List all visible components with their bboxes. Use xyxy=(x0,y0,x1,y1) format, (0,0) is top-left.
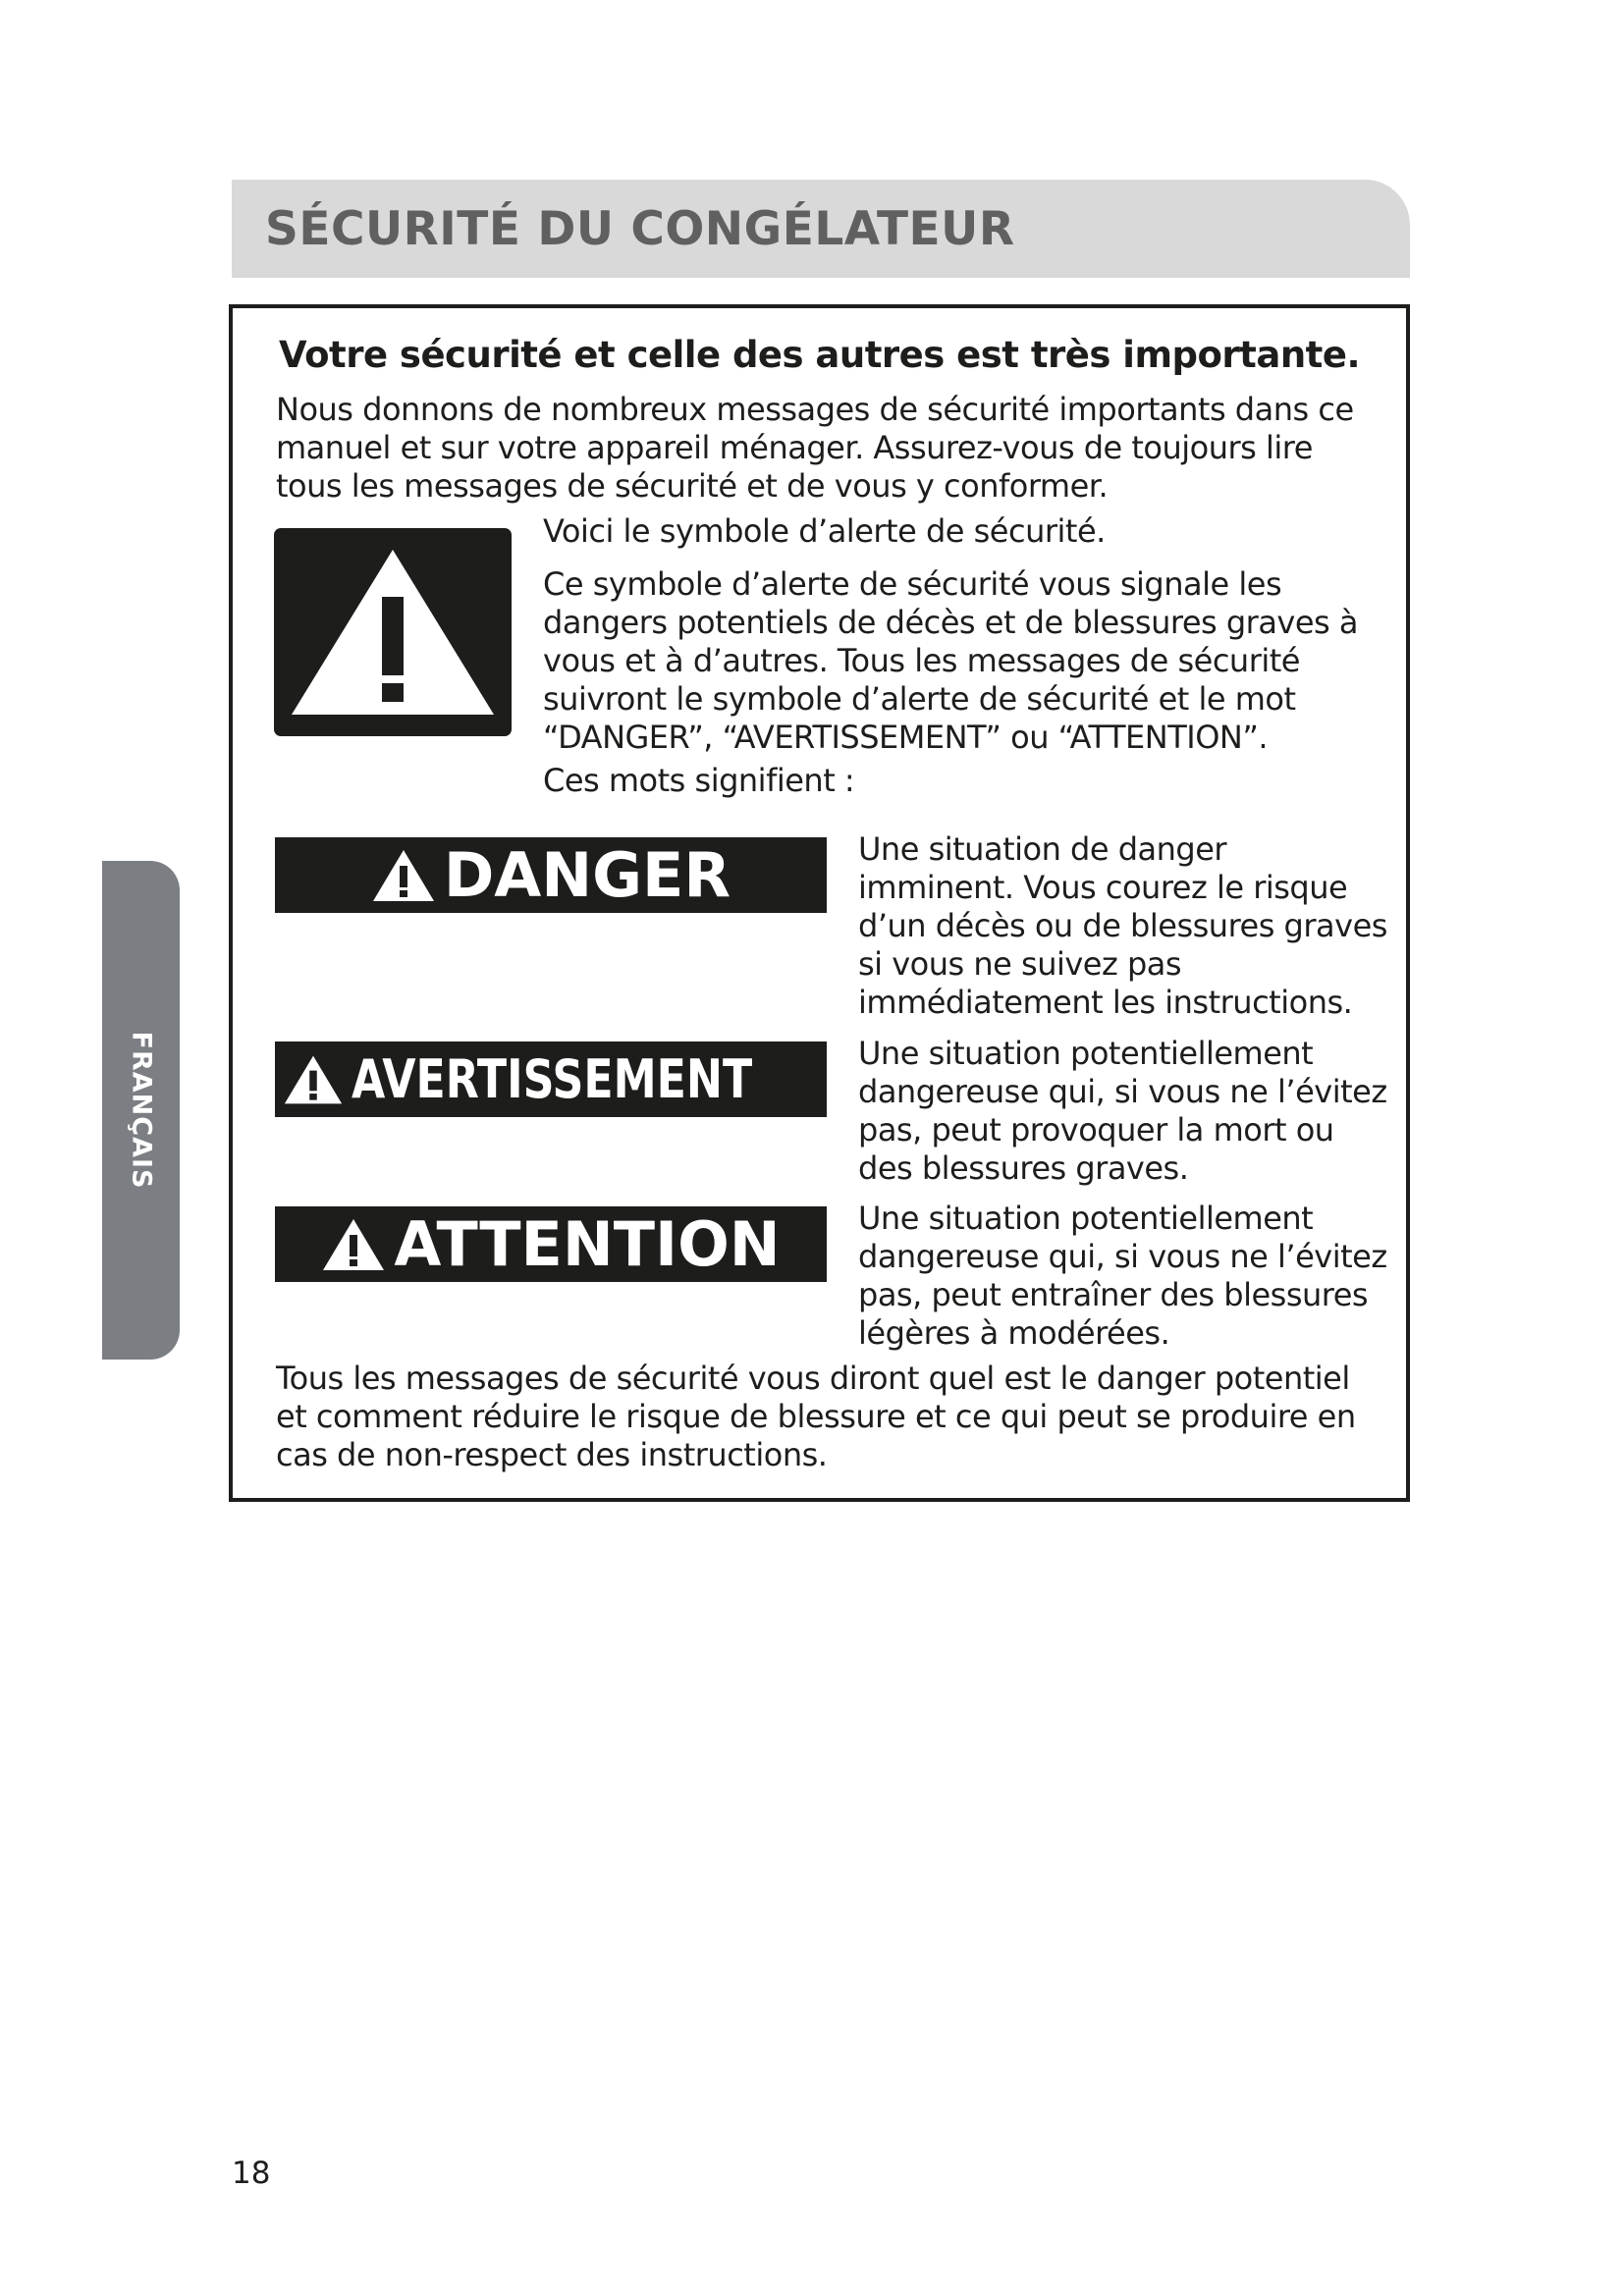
danger-description: Une situation de danger imminent. Vous courez le risque d’un décès ou de blessures graves si vous ne suivez pas immédiatement les instructions. xyxy=(858,830,1387,1021)
section-header xyxy=(232,180,1410,278)
language-tab-label: FRANÇAIS xyxy=(126,1031,156,1190)
danger-banner xyxy=(275,837,827,913)
safety-heading: Votre sécurité et celle des autres est très importante. xyxy=(278,334,1361,376)
warning-description: Une situation potentiellement dangereuse qui, si vous ne l’évitez pas, peut provoquer la mort ou des blessures graves. xyxy=(858,1035,1387,1187)
caution-label: ATTENTION xyxy=(394,1207,781,1280)
words-mean-label: Ces mots signifient : xyxy=(543,762,855,799)
section-title: SÉCURITÉ DU CONGÉLATEUR xyxy=(265,201,1015,256)
safety-intro: Nous donnons de nombreux messages de sécurité importants dans ce manuel et sur votre appareil ménager. Assurez-vous de toujours lire tous les messages de sécurité et de vous y conformer. xyxy=(276,391,1354,505)
danger-label: DANGER xyxy=(443,838,731,911)
warning-banner xyxy=(275,1041,827,1117)
caution-description: Une situation potentiellement dangereuse qui, si vous ne l’évitez pas, peut entraîner des blessures légères à modérées. xyxy=(858,1200,1387,1352)
warning-triangle-icon xyxy=(321,1217,386,1272)
safety-closing: Tous les messages de sécurité vous diront quel est le danger potentiel et comment réduire le risque de blessure et ce qui peut se produire en cas de non-respect des instructions. xyxy=(276,1360,1356,1473)
warning-triangle-icon xyxy=(283,1053,344,1106)
warning-label: AVERTISSEMENT xyxy=(352,1047,753,1110)
symbol-caption: Voici le symbole d’alerte de sécurité. xyxy=(543,512,1106,550)
safety-box xyxy=(229,304,1410,1502)
language-tab xyxy=(102,861,180,1360)
safety-alert-symbol-icon xyxy=(274,528,512,736)
symbol-description: Ce symbole d’alerte de sécurité vous signale les dangers potentiels de décès et de blessures graves à vous et à d’autres. Tous les messages de sécurité suivront le symbole d’alerte de sécurité et le mot “DANGER”, “AVERTISSEMENT” ou “ATTENTION”. xyxy=(543,565,1358,756)
caution-banner xyxy=(275,1206,827,1282)
page-number: 18 xyxy=(232,2156,271,2191)
warning-triangle-icon xyxy=(371,848,436,903)
